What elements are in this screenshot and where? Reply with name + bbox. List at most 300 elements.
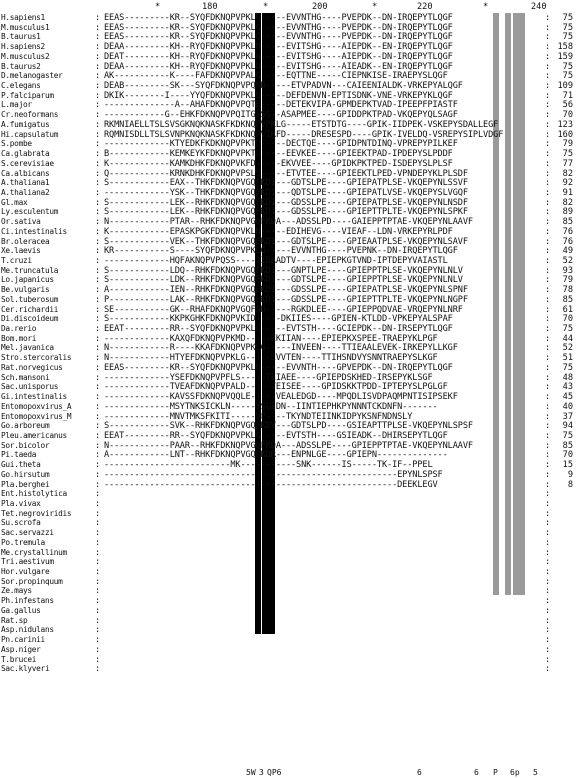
separator: : bbox=[545, 586, 551, 597]
sequence-text: B------------KEMKEYKFDKNQPVPKTD-----EEVKEE----GPIEEKTPAD-IPDEPYSLPDDF bbox=[104, 149, 453, 160]
residue-count: 61 bbox=[562, 304, 573, 315]
sequence-text: -------------KAVSSFDKNQPVQQLE-----VEALEDGD----MPQDLISVDPAQMPNTISIPSEKF bbox=[104, 392, 458, 403]
residue-count: 8 bbox=[567, 479, 573, 490]
sequence-text: KR-----------S----SYQFDKNQPVPKLG-----EVVNTHG----PVEPNK--DN-IRQEPYTLQGF bbox=[104, 246, 458, 257]
species-name: Go.hirsutum bbox=[1, 469, 50, 479]
consensus-mark: 6 bbox=[417, 768, 422, 777]
residue-count: 75 bbox=[562, 32, 573, 43]
residue-count: 85 bbox=[562, 217, 573, 228]
residue-count: 79 bbox=[562, 139, 573, 150]
species-name: Cer.richardii bbox=[1, 304, 59, 314]
species-name: Sac.klyveri bbox=[1, 664, 50, 674]
sequence-text: S------------LDQ--RHKFDKNQPVGQFKDI---GNPTLPE----GPIEPPTPLSE-VKQEPYNLNLV bbox=[104, 265, 463, 276]
species-name: Gl.max bbox=[1, 197, 28, 207]
separator: : bbox=[95, 314, 101, 325]
separator: : bbox=[545, 625, 551, 636]
separator: : bbox=[545, 518, 551, 529]
separator: : bbox=[95, 489, 101, 500]
species-name: A.thaliana1 bbox=[1, 178, 50, 188]
sequence-text: ------------G--EHKFDKNQPVPQITG-SG--ASAPMEE----GPIDDPKTPAD-VKQEPYQLSAGF bbox=[104, 110, 458, 121]
separator: : bbox=[545, 508, 551, 519]
residue-count: 43 bbox=[562, 382, 573, 393]
separator: : bbox=[95, 22, 101, 33]
separator: : bbox=[545, 615, 551, 626]
species-name: L.major bbox=[1, 100, 32, 110]
ruler-tick: * bbox=[483, 2, 489, 12]
separator: : bbox=[95, 187, 101, 198]
species-name: H.sapiens1 bbox=[1, 13, 45, 22]
separator: : bbox=[545, 499, 551, 509]
sequence-text: Q------------KRNKDHKFDKNQPVPSLS-----ETVTEE----GPIEEKTLPED-VPNDEPYKLPLSDF bbox=[104, 168, 468, 179]
separator: : bbox=[95, 372, 101, 383]
sequence-text: EEAS---------KR--SYQFDKNQPVPKLG-----EVVNTHG----PVEPDK--DN-IRQEPYTLQGF bbox=[104, 13, 453, 23]
separator: : bbox=[95, 557, 101, 568]
sequence-text: -------------KTYEDKFKDKNQPVPKTD-----DECTQE----GPIDPNTDINQ-VPREPYPILKEF bbox=[104, 139, 458, 150]
residue-count: 123 bbox=[557, 119, 573, 130]
species-name: Go.arboreum bbox=[1, 421, 50, 431]
species-name: Asp.niger bbox=[1, 644, 41, 654]
separator: : bbox=[545, 430, 551, 441]
separator: : bbox=[95, 664, 101, 675]
sequence-text: -------------------------MK-----------SNK------IS-----TK-IF--PPEL bbox=[104, 460, 433, 471]
separator: : bbox=[95, 440, 101, 451]
separator: : bbox=[95, 294, 101, 305]
species-name: A.thaliana2 bbox=[1, 187, 50, 197]
species-name: Sol.tuberosum bbox=[1, 294, 59, 304]
separator: : bbox=[95, 635, 101, 646]
residue-count: 70 bbox=[562, 450, 573, 461]
separator: : bbox=[545, 51, 551, 62]
residue-count: 75 bbox=[562, 13, 573, 23]
separator: : bbox=[95, 71, 101, 82]
sequence-text: AK-----------K----FAFDKNQPVPALG-----EQTTNE-----CIEPNKISE-IRAEPYSLQGF bbox=[104, 71, 448, 82]
separator: : bbox=[95, 596, 101, 607]
separator: : bbox=[545, 265, 551, 276]
separator: : bbox=[95, 275, 101, 286]
species-name: Gui.theta bbox=[1, 460, 41, 470]
residue-count: 45 bbox=[562, 392, 573, 403]
residue-count: 85 bbox=[562, 440, 573, 451]
sequence-text: N------------R----KKAFDKNQPVPKLG-----INVEEN----TTIEAALEVEK-IRKEPYLLKGF bbox=[104, 343, 458, 354]
consensus-mark: 5 bbox=[533, 768, 538, 777]
residue-count: 44 bbox=[562, 333, 573, 344]
sequence-text: EEAS---------KR--SYQFDKNQPVPKLG-----EVVNTHG----PVEPDK--DN-IRQEPYTLQGF bbox=[104, 32, 453, 43]
sequence-text: S------------LDK--RHKFDKNQPVGQFKDI---GDTSLPE----GPIEPPTPLSE-VKQEPYNLNLV bbox=[104, 275, 463, 286]
species-name: Or.sativa bbox=[1, 217, 41, 227]
sequence-text: -------------YSK--THKFDKNQPVGQFKDI---QDTSLPE----GPIEPATLVSE-VKQEPYSLVGQF bbox=[104, 187, 468, 198]
separator: : bbox=[545, 635, 551, 646]
separator: : bbox=[545, 557, 551, 568]
species-name: Pn.carinii bbox=[1, 635, 45, 645]
separator: : bbox=[95, 13, 101, 23]
separator: : bbox=[545, 372, 551, 383]
consensus-mark: P bbox=[493, 768, 498, 777]
residue-count: 94 bbox=[562, 421, 573, 432]
separator: : bbox=[545, 392, 551, 403]
separator: : bbox=[95, 110, 101, 121]
species-name: Stro.stercoralis bbox=[1, 353, 72, 363]
separator: : bbox=[545, 187, 551, 198]
species-name: M.musculus1 bbox=[1, 22, 50, 32]
species-name: Su.scrofa bbox=[1, 518, 41, 528]
sequence-text: S------------KKPKGHKFDKNQPVKID-----DKIIES----GPIEN-KTLDD-VPKEPYALSPAF bbox=[104, 314, 453, 325]
residue-count: 91 bbox=[562, 187, 573, 198]
separator: : bbox=[95, 32, 101, 43]
separator: : bbox=[545, 110, 551, 121]
sequence-text: -------------HQFAKNQPVPQSS-----IDAADTV----EPIEPKGTVND-IPTDEPYVAIASTL bbox=[104, 256, 448, 266]
separator: : bbox=[95, 460, 101, 471]
separator: : bbox=[95, 430, 101, 441]
sequence-text: -------------YSEFDKNQPVPFLS-----TEIAEE----GPIEPDSKHED-IRSEPYKLSGF bbox=[104, 372, 433, 383]
sequence-text: RKMNIAELLTSLSVSGKNQKNASKFKDKNQPVPKLG-----ETSTDTG----GPIK-IIDPEK-VSKEPYSDALLEGF bbox=[104, 119, 499, 130]
species-name: Sac.unisporus bbox=[1, 382, 59, 392]
species-name: Pla.vivax bbox=[1, 499, 41, 508]
separator: : bbox=[545, 32, 551, 43]
separator: : bbox=[95, 168, 101, 179]
consensus-mark: 6 bbox=[474, 768, 479, 777]
residue-count: 49 bbox=[562, 246, 573, 257]
residue-count: 71 bbox=[562, 90, 573, 101]
species-name: Ca.glabrata bbox=[1, 149, 50, 159]
separator: : bbox=[545, 401, 551, 412]
separator: : bbox=[95, 217, 101, 228]
separator: : bbox=[95, 421, 101, 432]
separator: : bbox=[95, 42, 101, 53]
sequence-text: EEAT---------RR--SYQFDKNQPVPKLG-----EVTSTH----GCIEPDK--DN-IRSEPYTLQGF bbox=[104, 324, 453, 335]
separator: : bbox=[95, 265, 101, 276]
separator: : bbox=[545, 596, 551, 607]
residue-count: 52 bbox=[562, 343, 573, 354]
species-name: P.falciparum bbox=[1, 90, 54, 100]
separator: : bbox=[95, 450, 101, 461]
separator: : bbox=[545, 411, 551, 422]
species-name: Po.tremula bbox=[1, 537, 45, 547]
species-name: Asp.nidulans bbox=[1, 625, 54, 635]
separator: : bbox=[545, 71, 551, 82]
separator: : bbox=[545, 13, 551, 23]
separator: : bbox=[545, 479, 551, 490]
separator: : bbox=[95, 401, 101, 412]
separator: : bbox=[95, 499, 101, 509]
separator: : bbox=[545, 256, 551, 266]
ruler-tick: 200 bbox=[312, 2, 328, 12]
separator: : bbox=[545, 537, 551, 548]
sequence-text: S------------LEK--RHKFDKNQPVGQFKDI---GDSSLPE----GPIEPTTPLTE-VKQEPYNLSPKF bbox=[104, 207, 468, 218]
separator: : bbox=[545, 654, 551, 665]
sequence-text: DEAB---------SK---SYQFDKNQPVPQMD-----ETVPADVN---CAIEENIALDK-VRKEPYALQGF bbox=[104, 81, 463, 92]
species-name: Me.truncatula bbox=[1, 265, 59, 275]
residue-count: 159 bbox=[557, 51, 573, 62]
residue-count: 75 bbox=[562, 324, 573, 335]
species-name: Entomopoxvirus_M bbox=[1, 411, 72, 421]
residue-count: 92 bbox=[562, 178, 573, 189]
species-name: Gi.intestinalis bbox=[1, 392, 67, 402]
species-name: Entomopoxvirus_A bbox=[1, 401, 72, 411]
species-name: Pi.taeda bbox=[1, 450, 37, 460]
separator: : bbox=[95, 197, 101, 208]
separator: : bbox=[545, 197, 551, 208]
residue-count: 15 bbox=[562, 460, 573, 471]
separator: : bbox=[545, 489, 551, 500]
separator: : bbox=[95, 343, 101, 354]
sequence-text: N------------PAAR--RHKFDKNQPVGQFKDA---ADSSLPE----GPIEPPTPTAE-VKQEPYNLAAVF bbox=[104, 440, 473, 451]
separator: : bbox=[95, 139, 101, 150]
species-name: S.cerevisiae bbox=[1, 158, 54, 168]
residue-count: 109 bbox=[557, 81, 573, 92]
separator: : bbox=[95, 605, 101, 616]
species-name: D.melanogaster bbox=[1, 71, 63, 81]
residue-count: 82 bbox=[562, 197, 573, 208]
sequence-text: A------------LNT--RHKFDKNQPVGQFKDR---ENPNLGE----GPIEPN-------------- bbox=[104, 450, 448, 461]
separator: : bbox=[95, 256, 101, 266]
separator: : bbox=[95, 81, 101, 92]
separator: : bbox=[545, 450, 551, 461]
separator: : bbox=[95, 333, 101, 344]
separator: : bbox=[545, 275, 551, 286]
separator: : bbox=[95, 226, 101, 237]
species-name: Ly.esculentum bbox=[1, 207, 59, 217]
species-name: Cr.neoformans bbox=[1, 110, 59, 120]
separator: : bbox=[95, 362, 101, 373]
residue-count: 79 bbox=[562, 275, 573, 286]
separator: : bbox=[545, 139, 551, 150]
residue-count: 75 bbox=[562, 71, 573, 82]
sequence-text: K------------KAMKDHKFDKNQPVKFD-----EKVVEE----GPIDKPKTPED-ISDEPYSLPLSF bbox=[104, 158, 453, 169]
separator: : bbox=[545, 469, 551, 480]
sequence-text: N------------HTYEFDKNQPVPKLG-----EVVTEN----TTIHSNDVYSNNTRAEPYSLKGF bbox=[104, 353, 438, 364]
separator: : bbox=[545, 90, 551, 101]
separator: : bbox=[545, 644, 551, 655]
residue-count: 9 bbox=[567, 469, 573, 480]
sequence-text: S------------SVK--RHKFDKNQPVGQFKDV---GDTSLPD----GSIEAPTTPLSE-VKQEPYNLSPSF bbox=[104, 421, 473, 432]
species-name: Rat.sp bbox=[1, 615, 28, 625]
separator: : bbox=[545, 285, 551, 296]
separator: : bbox=[95, 100, 101, 111]
separator: : bbox=[545, 168, 551, 179]
residue-count: 70 bbox=[562, 314, 573, 325]
separator: : bbox=[545, 324, 551, 335]
separator: : bbox=[545, 333, 551, 344]
separator: : bbox=[545, 61, 551, 72]
separator: : bbox=[545, 343, 551, 354]
species-name: Ca.albicans bbox=[1, 168, 50, 178]
residue-count: 75 bbox=[562, 430, 573, 441]
species-name: Mel.javanica bbox=[1, 343, 54, 353]
sequence-text: SE-----------GK--RHAFDKNQPVGQFAD-----RGKDLEE----GPIEPPQDVAE-VRQEPYNLNRF bbox=[104, 304, 463, 315]
separator: : bbox=[95, 479, 101, 490]
residue-count: 82 bbox=[562, 168, 573, 179]
sequence-text: -------------KAXQFDKNQPVPKMD-----EKIIAN----EPIEPKXSPEE-TRAEPYKLPGF bbox=[104, 333, 438, 344]
separator: : bbox=[95, 285, 101, 296]
separator: : bbox=[545, 217, 551, 228]
residue-count: 75 bbox=[562, 61, 573, 72]
sequence-text: DEAT---------KH--RYQFDKNQPVPKLN-----EVITSHG----AIEPDK--DN-IRQEPYTLQGF bbox=[104, 51, 453, 62]
residue-count: 78 bbox=[562, 285, 573, 296]
species-name: A.fumigatus bbox=[1, 119, 50, 129]
sequence-text: RQMNISDLLTSLSVNPKNQKNASKFKDKNQPVIRFD-----DRESESPD----GPIK-IVELDQ-VSREPYSIPLVDGF bbox=[104, 129, 504, 140]
separator: : bbox=[545, 460, 551, 471]
ruler-tick: 220 bbox=[417, 2, 433, 12]
species-name: Me.crystallinum bbox=[1, 547, 67, 557]
separator: : bbox=[95, 382, 101, 393]
residue-count: 93 bbox=[562, 265, 573, 276]
species-name: Ent.histolytica bbox=[1, 489, 67, 499]
residue-count: 37 bbox=[562, 411, 573, 422]
ruler-tick: 240 bbox=[531, 2, 547, 12]
species-name: Tet.negroviridis bbox=[1, 508, 72, 518]
separator: : bbox=[95, 537, 101, 548]
sequence-text: K------------EPASKPGKFDKNQPVKLN-----EDIHEVG----VIEAF--LDN-VRKEPYRLPDF bbox=[104, 226, 453, 237]
species-name: Hor.vulgare bbox=[1, 567, 50, 577]
separator: : bbox=[545, 236, 551, 247]
sequence-text: --------------A--AHAFDKNQPVPQTE-----DETEKVIPA-GPMDEPKTVAD-IPEEPFPIASTF bbox=[104, 100, 458, 111]
ruler-tick: * bbox=[263, 2, 269, 12]
separator: : bbox=[545, 576, 551, 587]
species-name: S.pombe bbox=[1, 139, 32, 149]
separator: : bbox=[545, 421, 551, 432]
separator: : bbox=[95, 576, 101, 587]
separator: : bbox=[95, 149, 101, 160]
separator: : bbox=[545, 382, 551, 393]
separator: : bbox=[95, 119, 101, 130]
species-name: B.taurus1 bbox=[1, 32, 41, 42]
residue-count: 48 bbox=[562, 372, 573, 383]
ruler-tick: * bbox=[155, 2, 161, 12]
residue-count: 158 bbox=[557, 42, 573, 53]
species-name: Hi.capsulatum bbox=[1, 129, 59, 139]
separator: : bbox=[545, 294, 551, 305]
sequence-text: S------------VEK--THKFDKNQPVGQFKDI---GDTSLPE----GPIEAATPLSE-VKQEPYNLSAVF bbox=[104, 236, 468, 247]
residue-count: 75 bbox=[562, 22, 573, 33]
consensus-mark: 6p bbox=[510, 768, 520, 777]
sequence-text: DEAA---------KH--RYQFDKNQPVPKLN-----EVITSHG----AIEPDK--EN-IRQEPYTLQGF bbox=[104, 42, 453, 53]
sequence-text: ----------------------------------------------------------EPYNLSPSF bbox=[104, 469, 443, 480]
species-name: C.elegans bbox=[1, 81, 41, 91]
separator: : bbox=[545, 547, 551, 558]
species-name: B.taurus2 bbox=[1, 61, 41, 71]
species-name: Tri.aestivum bbox=[1, 557, 54, 567]
sequence-text: ----------------------------------------------------------DEEKLEGV bbox=[104, 479, 438, 490]
species-name: Ci.intestinalis bbox=[1, 226, 67, 236]
species-name: Xe.laevis bbox=[1, 246, 41, 256]
species-name: Ph.infestans bbox=[1, 596, 54, 606]
separator: : bbox=[545, 353, 551, 364]
residue-count: 75 bbox=[562, 362, 573, 373]
separator: : bbox=[95, 528, 101, 539]
species-name: Da.rerio bbox=[1, 324, 37, 334]
separator: : bbox=[95, 51, 101, 62]
residue-count: 76 bbox=[562, 226, 573, 237]
species-name: Sac.servazzi bbox=[1, 528, 54, 538]
sequence-text: DKIK--------I----YYQFDKNQPVPKLG-----DEFDENVN-EPTISDNK-VNE-VRKEPYKLQGF bbox=[104, 90, 453, 101]
separator: : bbox=[545, 664, 551, 675]
sequence-text: N------------PTAR--RHKFDKNQPVGQFKDA---ADSSLPD----GAIEPPTPTAE-VKQEPYNLAAVF bbox=[104, 217, 473, 228]
species-name: M.musculus2 bbox=[1, 51, 50, 61]
sequence-text: EEAS---------KR--SYQFDKNQPVPKLG-----EVVNTHG----PVEPDK--DN-IRQEPYTLQGF bbox=[104, 22, 453, 33]
separator: : bbox=[95, 158, 101, 169]
species-name: Pla.berghei bbox=[1, 479, 50, 489]
residue-count: 75 bbox=[562, 149, 573, 160]
species-name: T.brucei bbox=[1, 654, 37, 664]
separator: : bbox=[95, 324, 101, 335]
sequence-text: -------------MNVTMKSFKITI-----VF----TKYNDTEIINKIDPYKSNFNDNSLY bbox=[104, 411, 413, 422]
separator: : bbox=[545, 42, 551, 53]
separator: : bbox=[545, 149, 551, 160]
species-name: Ze.mays bbox=[1, 586, 32, 596]
species-name: Ga.gallus bbox=[1, 605, 41, 615]
separator: : bbox=[95, 586, 101, 597]
sequence-text: S------------EAX--THKFDKNQPVGQFKDI---GDTSLPE----GPIEPATPLSE-VKQEPYNLSSVF bbox=[104, 178, 468, 189]
residue-count: 89 bbox=[562, 207, 573, 218]
separator: : bbox=[545, 119, 551, 130]
separator: : bbox=[95, 129, 101, 140]
separator: : bbox=[95, 625, 101, 636]
separator: : bbox=[545, 246, 551, 257]
species-name: T.cruzi bbox=[1, 256, 32, 265]
residue-count: 70 bbox=[562, 110, 573, 121]
species-name: Rat.norvegicus bbox=[1, 362, 63, 372]
consensus-mark: QP6 bbox=[267, 768, 282, 777]
sequence-text: EEAT---------RR--SYQFDKNQPVPKLG-----EVTSTH----GSIEADK--DHIRSEPYTLQGF bbox=[104, 430, 448, 441]
species-name: Lo.japanicus bbox=[1, 275, 54, 285]
separator: : bbox=[95, 353, 101, 364]
separator: : bbox=[95, 392, 101, 403]
sequence-text: DEAA---------KH--RYQFDKNQPVPKLN-----EVITSHG----AIEADK--EN-IRQEPYTLQGF bbox=[104, 61, 453, 72]
separator: : bbox=[545, 158, 551, 169]
separator: : bbox=[545, 567, 551, 578]
separator: : bbox=[95, 411, 101, 422]
sequence-text: S------------LEK--RHKFDKNQPVGQFKDI---GDSSLPE----GPIEPATPLSE-VKQEPYNLNSDF bbox=[104, 197, 468, 208]
separator: : bbox=[545, 528, 551, 539]
separator: : bbox=[545, 81, 551, 92]
residue-count: 76 bbox=[562, 236, 573, 247]
residue-count: 160 bbox=[557, 129, 573, 140]
separator: : bbox=[95, 236, 101, 247]
separator: : bbox=[545, 178, 551, 189]
separator: : bbox=[545, 129, 551, 140]
separator: : bbox=[95, 207, 101, 218]
separator: : bbox=[95, 508, 101, 519]
species-name: Br.oleracea bbox=[1, 236, 50, 246]
species-name: Sch.mansoni bbox=[1, 372, 50, 382]
separator: : bbox=[95, 469, 101, 480]
species-name: Be.vulgaris bbox=[1, 285, 50, 295]
consensus-mark: 5W bbox=[246, 768, 256, 777]
residue-count: 51 bbox=[562, 353, 573, 364]
separator: : bbox=[545, 207, 551, 218]
separator: : bbox=[545, 22, 551, 33]
sequence-text: A------------IEN--RHKFDKNQPVGQFKDI---GDSSLPE----GPIEPATPLSE-VKQEPYNLSPNF bbox=[104, 285, 468, 296]
species-name: Sor.propinquum bbox=[1, 576, 63, 586]
residue-count: 85 bbox=[562, 294, 573, 305]
separator: : bbox=[95, 90, 101, 101]
residue-count: 77 bbox=[562, 158, 573, 169]
sequence-text: -------------TVEAFDKNQPVPALD-----TEISEE----GPIDSKKTPDD-IPTEPYSLPGLGF bbox=[104, 382, 448, 393]
separator: : bbox=[95, 654, 101, 665]
residue-count: 52 bbox=[562, 256, 573, 266]
residue-count: 56 bbox=[562, 100, 573, 111]
ruler-tick: 180 bbox=[202, 2, 218, 12]
residue-count: 40 bbox=[562, 401, 573, 412]
ruler-tick: * bbox=[372, 2, 378, 12]
separator: : bbox=[95, 178, 101, 189]
separator: : bbox=[95, 615, 101, 626]
separator: : bbox=[95, 61, 101, 72]
species-name: H.sapiens2 bbox=[1, 42, 45, 52]
species-name: Sor.bicolor bbox=[1, 440, 50, 450]
separator: : bbox=[545, 304, 551, 315]
species-name: Bom.mori bbox=[1, 333, 37, 343]
